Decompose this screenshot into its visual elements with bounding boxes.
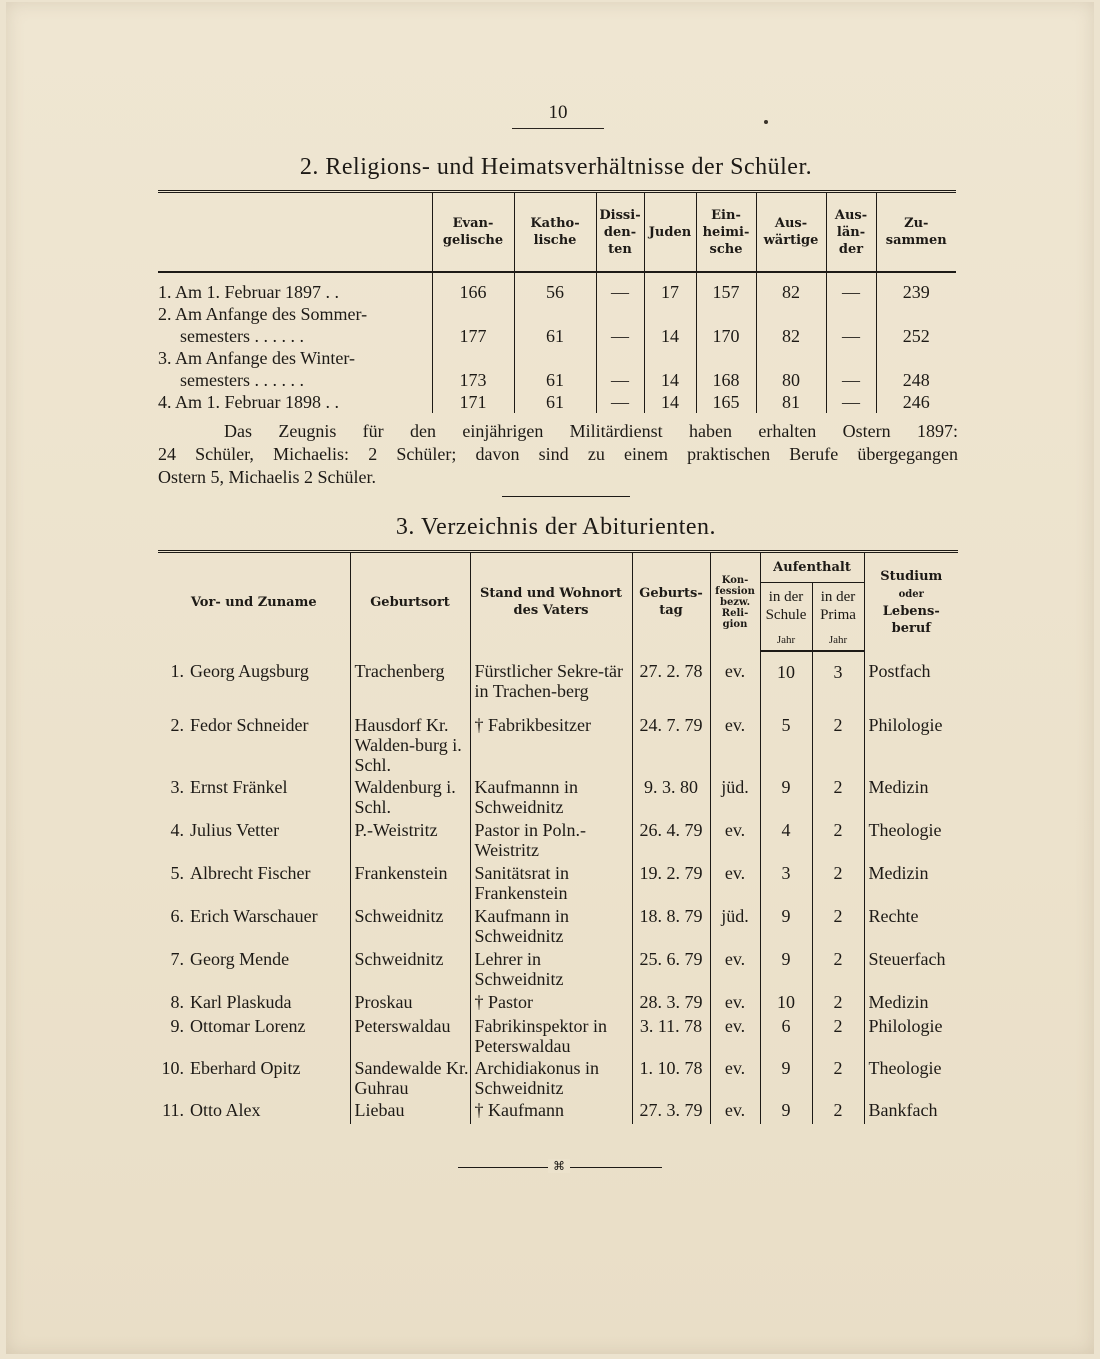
table-row: [158, 949, 958, 992]
years-school: 9: [760, 949, 812, 992]
cell: 61: [514, 369, 596, 391]
cell: —: [826, 325, 876, 347]
father-info: † Pastor: [470, 992, 632, 1016]
table-row: [158, 303, 956, 325]
header-study-line1: Studium: [880, 568, 943, 584]
birthday: 18. 8. 79: [632, 906, 710, 949]
header-father: [470, 552, 632, 652]
table-row: [158, 272, 956, 303]
birthday: 26. 4. 79: [632, 820, 710, 863]
header-juden: Juden: [644, 192, 696, 273]
birthplace: Trachenberg: [350, 651, 470, 715]
cell: 246: [876, 391, 956, 413]
cell: 168: [696, 369, 756, 391]
birthplace: Proskau: [350, 992, 470, 1016]
confession: ev.: [710, 651, 760, 715]
cell: 165: [696, 391, 756, 413]
confession: ev.: [710, 715, 760, 777]
father-info: Fürstlicher Sekre-tär in Trachen-berg: [470, 651, 632, 715]
years-prima: 2: [812, 1058, 864, 1100]
graduates-table: [158, 550, 958, 1124]
years-prima: 2: [812, 715, 864, 777]
graduate-name: Ernst Fränkel: [190, 777, 288, 797]
study: Medizin: [864, 863, 958, 906]
birthplace: Waldenburg i. Schl.: [350, 777, 470, 820]
confession: ev.: [710, 863, 760, 906]
table-row: [158, 391, 956, 413]
study: Theologie: [864, 820, 958, 863]
header-zusammen: Zu-sammen: [876, 192, 956, 273]
header-study-line3: Lebens-beruf: [882, 603, 940, 636]
cell: 171: [432, 391, 514, 413]
row-number: 1.: [170, 661, 184, 681]
years-school: 9: [760, 1100, 812, 1124]
header-study: [864, 552, 958, 652]
study: Philologie: [864, 1016, 958, 1058]
birthplace: Schweidnitz: [350, 906, 470, 949]
graduate-name: Julius Vetter: [190, 820, 280, 840]
study: Medizin: [864, 777, 958, 820]
row-number: 11.: [162, 1100, 184, 1120]
header-year-school: Jahr: [760, 629, 812, 651]
paragraph-line: Ostern 5, Michaelis 2 Schüler.: [158, 467, 376, 487]
header-birthday-line2: tag: [659, 603, 683, 618]
header-evangelische: Evan-gelische: [432, 192, 514, 273]
years-school: 5: [760, 715, 812, 777]
birthplace: Schweidnitz: [350, 949, 470, 992]
years-prima: 2: [812, 906, 864, 949]
cell: —: [596, 369, 644, 391]
years-school: 6: [760, 1016, 812, 1058]
study: Steuerfach: [864, 949, 958, 992]
years-prima: 2: [812, 949, 864, 992]
father-info: † Kaufmann: [470, 1100, 632, 1124]
cell: 14: [644, 391, 696, 413]
confession: ev.: [710, 1058, 760, 1100]
study: Rechte: [864, 906, 958, 949]
birthday: 3. 11. 78: [632, 1016, 710, 1058]
header-stay: Aufenthalt: [760, 552, 864, 583]
header-prima: in der Prima: [812, 583, 864, 629]
row-label: 2. Am Anfange des Sommer-: [158, 304, 368, 324]
graduate-name: Georg Augsburg: [190, 661, 309, 681]
cell: 157: [696, 272, 756, 303]
cell: 239: [876, 272, 956, 303]
cell: —: [826, 369, 876, 391]
cell: 248: [876, 369, 956, 391]
cell: 80: [756, 369, 826, 391]
cell: —: [596, 391, 644, 413]
section2-title: 2. Religions- und Heimatsverhältnisse der Schüler.: [299, 154, 813, 180]
graduate-name: Karl Plaskuda: [190, 992, 292, 1012]
table-row: [158, 992, 958, 1016]
birthday: 24. 7. 79: [632, 715, 710, 777]
table-row: [158, 369, 956, 391]
table-row: [158, 325, 956, 347]
father-info: Kaufmann in Schweidnitz: [470, 906, 632, 949]
graduate-name: Otto Alex: [190, 1100, 261, 1120]
header-auswaertige: Aus-wärtige: [756, 192, 826, 273]
graduate-name: Ottomar Lorenz: [190, 1016, 306, 1036]
cell: 17: [644, 272, 696, 303]
table-row: [158, 715, 958, 777]
years-school: 3: [760, 863, 812, 906]
father-info: Pastor in Poln.-Weistritz: [470, 820, 632, 863]
years-prima: 3: [812, 651, 864, 715]
cell: —: [596, 325, 644, 347]
father-info: Archidiakonus in Schweidnitz: [470, 1058, 632, 1100]
graduate-name: Albrecht Fischer: [190, 863, 311, 883]
years-school: 9: [760, 777, 812, 820]
table-header-row: [158, 192, 956, 273]
row-number: 2.: [170, 715, 184, 735]
cell: 14: [644, 325, 696, 347]
graduate-name: Eberhard Opitz: [190, 1058, 301, 1078]
years-prima: 2: [812, 1016, 864, 1058]
table-header-row: [158, 552, 958, 583]
header-birthday-line1: Geburts-: [639, 586, 703, 601]
table-row: [158, 863, 958, 906]
study: Postfach: [864, 651, 958, 715]
birthday: 1. 10. 78: [632, 1058, 710, 1100]
cell: —: [826, 391, 876, 413]
birthday: 9. 3. 80: [632, 777, 710, 820]
paragraph-line: 24 Schüler, Michaelis: 2 Schüler; davon sind zu einem praktischen Berufe übergegangen: [158, 444, 958, 464]
religion-table: [158, 190, 956, 413]
cell: 82: [756, 325, 826, 347]
birthplace: Peterswaldau: [350, 1016, 470, 1058]
years-prima: 2: [812, 777, 864, 820]
header-year-prima: Jahr: [812, 629, 864, 651]
years-school: 9: [760, 906, 812, 949]
study: Theologie: [864, 1058, 958, 1100]
confession: ev.: [710, 820, 760, 863]
birthplace: Hausdorf Kr. Walden-burg i. Schl.: [350, 715, 470, 777]
confession: ev.: [710, 992, 760, 1016]
cell: 61: [514, 391, 596, 413]
years-school: 4: [760, 820, 812, 863]
years-prima: 2: [812, 992, 864, 1016]
row-number: 10.: [161, 1058, 184, 1078]
graduate-name: Fedor Schneider: [190, 715, 309, 735]
header-birthplace: Geburtsort: [350, 552, 470, 652]
birthday: 28. 3. 79: [632, 992, 710, 1016]
cell: 252: [876, 325, 956, 347]
row-label-cont: semesters . . . . . .: [180, 370, 304, 390]
years-school: 10: [760, 651, 812, 715]
cell: —: [826, 272, 876, 303]
table-row: [158, 1100, 958, 1124]
birthday: 27. 2. 78: [632, 651, 710, 715]
confession: jüd.: [710, 906, 760, 949]
row-number: 6.: [170, 906, 184, 926]
document-page: [6, 2, 1094, 1354]
cell: 170: [696, 325, 756, 347]
table-row: [158, 347, 956, 369]
cell: 166: [432, 272, 514, 303]
study: Medizin: [864, 992, 958, 1016]
section3-title: 3. Verzeichnis der Abiturienten.: [395, 514, 717, 540]
confession: ev.: [710, 949, 760, 992]
certificate-paragraph: [158, 420, 958, 489]
header-name: Vor- und Zuname: [190, 594, 317, 610]
father-info: Lehrer in Schweidnitz: [470, 949, 632, 992]
father-info: † Fabrikbesitzer: [470, 715, 632, 777]
header-einheimische: Ein-heimi-sche: [696, 192, 756, 273]
birthplace: Sandewalde Kr. Guhrau: [350, 1058, 470, 1100]
row-label: 4. Am 1. Februar 1898 . .: [158, 392, 339, 412]
paragraph-line: Das Zeugnis für den einjährigen Militärdienst haben erhalten Ostern 1897:: [224, 421, 958, 441]
table-row: [158, 820, 958, 863]
study: Bankfach: [864, 1100, 958, 1124]
years-prima: 2: [812, 863, 864, 906]
table-row: [158, 1016, 958, 1058]
years-school: 9: [760, 1058, 812, 1100]
header-father-line2: des Vaters: [513, 603, 589, 618]
study: Philologie: [864, 715, 958, 777]
father-info: Sanitätsrat in Frankenstein: [470, 863, 632, 906]
header-confession: Kon-fession bezw. Reli-gion: [710, 552, 760, 652]
ink-spot: [764, 120, 768, 124]
row-label: 1. Am 1. Februar 1897 . .: [158, 282, 339, 302]
row-number: 3.: [170, 777, 184, 797]
father-info: Kaufmannn in Schweidnitz: [470, 777, 632, 820]
page-number: 10: [512, 102, 604, 129]
confession: jüd.: [710, 777, 760, 820]
father-info: Fabrikinspektor in Peterswaldau: [470, 1016, 632, 1058]
header-school: in der Schule: [760, 583, 812, 629]
birthday: 27. 3. 79: [632, 1100, 710, 1124]
cell: 56: [514, 272, 596, 303]
table-row: [158, 651, 958, 715]
years-prima: 2: [812, 820, 864, 863]
row-label-cont: semesters . . . . . .: [180, 326, 304, 346]
years-prima: 2: [812, 1100, 864, 1124]
graduate-name: Georg Mende: [190, 949, 290, 969]
confession: ev.: [710, 1016, 760, 1058]
cell: 81: [756, 391, 826, 413]
cell: 14: [644, 369, 696, 391]
header-father-line1: Stand und Wohnort: [479, 586, 623, 601]
header-auslaender: Aus-län-der: [826, 192, 876, 273]
header-blank: [158, 192, 432, 273]
header-katholische: Katho-lische: [514, 192, 596, 273]
birthplace: Liebau: [350, 1100, 470, 1124]
table-row: [158, 906, 958, 949]
row-label: 3. Am Anfange des Winter-: [158, 348, 356, 368]
row-number: 8.: [170, 992, 184, 1012]
row-number: 5.: [170, 863, 184, 883]
header-birthday: [632, 552, 710, 652]
birthplace: Frankenstein: [350, 863, 470, 906]
graduate-name: Erich Warschauer: [190, 906, 318, 926]
cell: —: [596, 272, 644, 303]
years-school: 10: [760, 992, 812, 1016]
cell: 173: [432, 369, 514, 391]
cell: 177: [432, 325, 514, 347]
cell: 61: [514, 325, 596, 347]
row-number: 9.: [170, 1016, 184, 1036]
birthday: 25. 6. 79: [632, 949, 710, 992]
cell: 82: [756, 272, 826, 303]
confession: ev.: [710, 1100, 760, 1124]
table-row: [158, 1058, 958, 1100]
header-study-line2: oder: [898, 588, 924, 600]
birthplace: P.-Weistritz: [350, 820, 470, 863]
row-number: 4.: [170, 820, 184, 840]
birthday: 19. 2. 79: [632, 863, 710, 906]
table-row: [158, 777, 958, 820]
row-number: 7.: [170, 949, 184, 969]
ornament-icon: ⌘: [548, 1159, 570, 1173]
section-divider: [502, 496, 630, 497]
header-dissidenten: Dissi-den-ten: [596, 192, 644, 273]
